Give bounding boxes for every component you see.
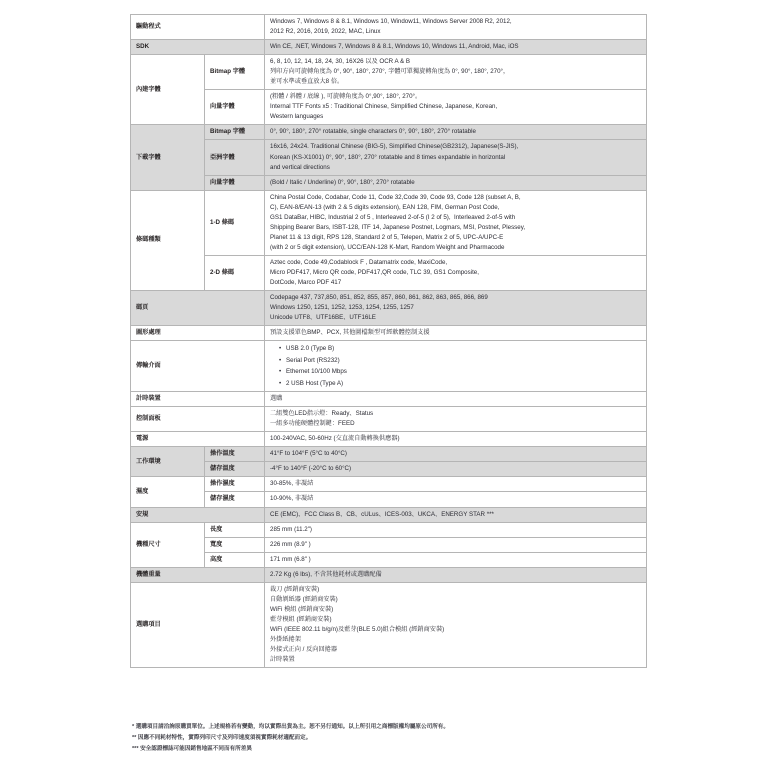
table-row xyxy=(131,477,647,492)
value-line: 預設支援單色BMP、PCX, 其他圖檔類型可經軟體控制支援 xyxy=(270,329,430,337)
value-line: (Bold / Italic / Underline) 0°, 90°, 180°, 270° rotatable xyxy=(270,178,415,186)
value-line: Windows 7, Windows 8 & 8.1, Windows 10, Window11, Windows Server 2008 R2, 2012, xyxy=(270,18,512,25)
value-line: 選購 xyxy=(270,395,283,403)
table-row xyxy=(131,537,647,552)
row-value-humidity-storage xyxy=(265,492,647,507)
row-sublabel-humidity-storage: 儲存濕度 xyxy=(205,492,265,507)
value-line: -4°F to 140°F (-20°C to 60°C) xyxy=(270,465,352,473)
value-line: 二組雙色LED指示燈：Ready、Status xyxy=(270,410,374,418)
row-value-dimension-length xyxy=(265,522,647,537)
value-line: Planet 11 & 13 digit, RPS 128, Standard 2 of 5, Telepen, Matrix 2 of 5, UPC-A/UPC-E xyxy=(270,233,504,241)
row-label-control-panel: 控制面板 xyxy=(131,407,265,432)
value-line: Internal TTF Fonts x5 : Traditional Chinese, Simplified Chinese, Japanese, Korean, xyxy=(270,103,498,111)
value-line: 並可水準或垂直放大8 倍。 xyxy=(270,78,344,86)
value-line: C), EAN-8/EAN-13 (with 2 & 5 digits extension), EAN 128, FIM, German Post Code, xyxy=(270,203,500,211)
row-value-barcode-2d xyxy=(265,255,647,290)
table-row xyxy=(131,326,647,341)
value-line: DotCode, Marco PDF 417 xyxy=(270,279,342,287)
specification-table-body xyxy=(131,15,647,668)
row-sublabel-barcode-2d: 2-D 條碼 xyxy=(205,255,265,290)
value-line: Win CE, .NET, Windows 7, Windows 8 & 8.1, Windows 10, Windows 11, Android, Mac, iOS xyxy=(270,43,519,51)
table-row xyxy=(131,55,647,90)
footnotes-block xyxy=(132,722,692,755)
row-value-power xyxy=(265,432,647,447)
value-line: 41°F to 104°F (5°C to 40°C) xyxy=(270,450,347,458)
value-line: 外接式正向 / 反向回捲器 xyxy=(270,646,338,654)
row-label-weight: 機體重量 xyxy=(131,567,265,582)
value-line: 列印方向可旋轉角度為 0°, 90°, 180°, 270°, 字體可單獨旋轉角度為 0°, 90°, 180°, 270°， xyxy=(270,68,510,76)
row-value-barcode-1d xyxy=(265,190,647,255)
row-value-control-panel xyxy=(265,407,647,432)
footnote: *** 安全認證標誌可能因銷售地區不同而有所差異 xyxy=(132,745,252,752)
value-line: Western languages xyxy=(270,113,324,121)
row-value-humidity-operating xyxy=(265,477,647,492)
row-value-download-font-vector xyxy=(265,175,647,190)
footnote: * 選購項目請洽詢原購買單位。上述規格若有變動，均以實際出貨為主。恕不另行通知。以上所引用之商標版權均屬原公司所有。 xyxy=(132,724,449,730)
table-row xyxy=(131,582,647,667)
table-row xyxy=(131,462,647,477)
table-row xyxy=(131,40,647,55)
row-label-dimension-length: 機種尺寸 xyxy=(131,522,205,567)
row-sublabel-humidity-operating: 操作濕度 xyxy=(205,477,265,492)
value-line: CE (EMC)、FCC Class B、CB、cULus、ICES-003、UKCA、ENERGY STAR *** xyxy=(270,510,494,518)
row-label-optional-items: 選購項目 xyxy=(131,582,265,667)
row-label-safety: 安規 xyxy=(131,507,265,522)
interface-list xyxy=(270,343,641,389)
row-label-barcode-1d: 條碼種類 xyxy=(131,190,205,290)
value-line: (with 2 or 5 digit extension), UCC/EAN-128 K-Mart, Random Weight and Pharmacode xyxy=(270,243,505,251)
row-value-download-font-asian xyxy=(265,140,647,175)
table-row xyxy=(131,552,647,567)
row-label-power: 電源 xyxy=(131,432,265,447)
value-line: Korean (KS-X1001) 0°, 90°, 180°, 270° rotatable and 8 times expandable in horizontal xyxy=(270,153,506,161)
row-value-codepage xyxy=(265,291,647,326)
value-line: 171 mm (6.8" ) xyxy=(270,555,311,563)
footnote: ** 因應不同耗材特性，實際列印尺寸及列印速度須視實際耗材適配而定。 xyxy=(132,734,312,741)
row-value-internal-font-bitmap xyxy=(265,55,647,90)
row-sublabel-download-font-asian: 亞洲字體 xyxy=(205,140,265,175)
list-item: • 2 USB Host (Type A) xyxy=(279,378,641,389)
value-line: China Postal Code, Codabar, Code 11, Code 32,Code 39, Code 93, Code 128 (subset A, B, xyxy=(270,193,521,201)
table-row xyxy=(131,190,647,255)
table-row xyxy=(131,567,647,582)
table-row xyxy=(131,291,647,326)
row-value-safety xyxy=(265,507,647,522)
value-line: 藍芽模組 (經銷商安裝) xyxy=(270,615,332,623)
row-value-env-storage-temp xyxy=(265,462,647,477)
value-line: and vertical directions xyxy=(270,163,330,171)
value-line: 計時裝置 xyxy=(270,656,295,664)
row-sublabel-download-font-bitmap: Bitmap 字體 xyxy=(205,125,265,140)
row-sublabel-barcode-1d: 1-D 條碼 xyxy=(205,190,265,255)
value-line: WiFi (IEEE 802.11 b/g/n)及藍芽(BLE 5.0)組合模組 (經銷商安裝) xyxy=(270,625,445,633)
row-sublabel-internal-font-vector: 向量字體 xyxy=(205,90,265,125)
row-label-graphics: 圖形處理 xyxy=(131,326,265,341)
table-row xyxy=(131,125,647,140)
row-label-env-operating-temp: 工作環境 xyxy=(131,447,205,477)
table-row xyxy=(131,447,647,462)
table-row xyxy=(131,432,647,447)
value-line: 裁刀 (經銷商安裝) xyxy=(270,585,320,593)
row-label-codepage: 碼頁 xyxy=(131,291,265,326)
row-value-dimension-width xyxy=(265,537,647,552)
specification-table-container xyxy=(130,14,646,668)
row-sublabel-env-storage-temp: 儲存溫度 xyxy=(205,462,265,477)
row-value-env-operating-temp xyxy=(265,447,647,462)
table-row xyxy=(131,392,647,407)
table-row xyxy=(131,507,647,522)
row-value-graphics xyxy=(265,326,647,341)
table-row xyxy=(131,492,647,507)
value-line: Aztec code, Code 49,Codablock F , Datamatrix code, MaxiCode, xyxy=(270,258,448,266)
row-value-driver xyxy=(265,15,647,40)
row-value-weight xyxy=(265,567,647,582)
value-line: WiFi 模組 (經銷商安裝) xyxy=(270,605,334,613)
value-line: GS1 DataBar, HIBC, Industrial 2 of 5 , Interleaved 2-of-5 (I 2 of 5), Interleaved 2-of-5 with xyxy=(270,213,516,221)
table-row xyxy=(131,140,647,175)
row-value-optional-items xyxy=(265,582,647,667)
value-line: Micro PDF417, Micro QR code, PDF417,QR code, TLC 39, GS1 Composite, xyxy=(270,268,479,276)
row-sublabel-download-font-vector: 向量字體 xyxy=(205,175,265,190)
row-value-timer xyxy=(265,392,647,407)
value-line: 285 mm (11.2") xyxy=(270,525,312,533)
table-row xyxy=(131,175,647,190)
value-line: 2012 R2, 2016, 2019, 2022, MAC, Linux xyxy=(270,28,381,36)
row-label-sdk: SDK xyxy=(131,40,265,55)
value-line: 0°, 90°, 180°, 270° rotatable, single characters 0°, 90°, 180°, 270° rotatable xyxy=(270,128,476,136)
row-label-download-font-bitmap: 下載字體 xyxy=(131,125,205,190)
value-line: Windows 1250, 1251, 1252, 1253, 1254, 1255, 1257 xyxy=(270,304,414,312)
list-item: • Ethernet 10/100 Mbps xyxy=(279,366,641,377)
value-line: Shipping Bearer Bars, ISBT-128, ITF 14, Japanese Postnet, Logmars, MSI, Postnet, Plessey, xyxy=(270,223,526,231)
row-sublabel-dimension-height: 高度 xyxy=(205,552,265,567)
value-line: 外掛紙捲架 xyxy=(270,635,301,643)
specification-table xyxy=(130,14,647,668)
row-value-download-font-bitmap xyxy=(265,125,647,140)
row-label-timer: 計時裝置 xyxy=(131,392,265,407)
row-sublabel-dimension-length: 長度 xyxy=(205,522,265,537)
value-line: 10-90%, 非凝結 xyxy=(270,495,314,503)
value-line: 一組多功能硬體控制鍵：FEED xyxy=(270,420,355,428)
row-value-internal-font-vector xyxy=(265,90,647,125)
table-row xyxy=(131,90,647,125)
table-row xyxy=(131,15,647,40)
row-sublabel-dimension-width: 寬度 xyxy=(205,537,265,552)
table-row xyxy=(131,407,647,432)
value-line: 6, 8, 10, 12, 14, 18, 24, 30, 16X26 以及 OCR A & B xyxy=(270,58,410,66)
row-sublabel-internal-font-bitmap: Bitmap 字體 xyxy=(205,55,265,90)
row-label-interface: 傳輸介面 xyxy=(131,341,265,392)
table-row xyxy=(131,255,647,290)
row-sublabel-env-operating-temp: 操作溫度 xyxy=(205,447,265,462)
value-line: 100-240VAC, 50-60Hz (交直流自動轉換供應器) xyxy=(270,435,400,443)
table-row xyxy=(131,522,647,537)
value-line: Unicode UTF8、UTF16BE、UTF16LE xyxy=(270,314,376,322)
row-value-dimension-height xyxy=(265,552,647,567)
value-line: 自動剝紙器 (經銷商安裝) xyxy=(270,595,338,603)
row-value-sdk xyxy=(265,40,647,55)
row-label-humidity-operating: 濕度 xyxy=(131,477,205,507)
value-line: Codepage 437, 737,850, 851, 852, 855, 857, 860, 861, 862, 863, 865, 866, 869 xyxy=(270,294,488,302)
value-line: 16x16, 24x24. Traditional Chinese (BIG-5), Simplified Chinese(GB2312), Japanese(S-JIS), xyxy=(270,143,519,151)
row-label-internal-font-bitmap: 內建字體 xyxy=(131,55,205,125)
table-row xyxy=(131,341,647,392)
value-line: 30-85%, 非凝結 xyxy=(270,480,314,488)
value-line: 226 mm (8.9" ) xyxy=(270,540,311,548)
value-line: (粗體 / 斜體 / 底線 ), 可旋轉角度為 0°,90°, 180°, 270°。 xyxy=(270,93,422,101)
row-value-interface xyxy=(265,341,647,392)
list-item: • Serial Port (RS232) xyxy=(279,355,641,366)
list-item: • USB 2.0 (Type B) xyxy=(279,343,641,354)
value-line: 2.72 Kg (6 lbs), 不含其他耗材或選購配備 xyxy=(270,570,382,578)
row-label-driver: 驅動程式 xyxy=(131,15,265,40)
